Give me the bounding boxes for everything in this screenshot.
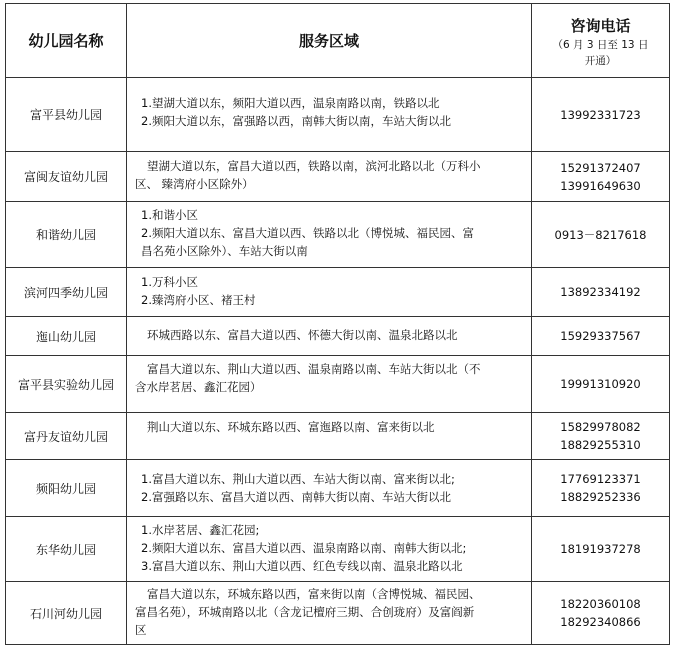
service-area-line: 富昌大道以东、荆山大道以西、温泉南路以南、车站大街以北（不	[147, 362, 481, 376]
service-area-line: 环城西路以东、富昌大道以西、怀德大街以南、温泉北路以北	[147, 328, 458, 342]
phone-cell	[532, 152, 670, 202]
service-area-line: 昌名苑小区除外）、车站大街以南	[141, 244, 308, 258]
table-row	[6, 317, 670, 356]
kindergarten-name: 富平县幼儿园	[6, 78, 127, 152]
kindergarten-name: 富平县实验幼儿园	[6, 356, 127, 413]
service-area-line: 2.富强路以东、富昌大道以西、南韩大街以南、车站大街以北	[141, 490, 451, 504]
kindergarten-name: 东华幼儿园	[6, 517, 127, 582]
service-area-line: 3.富昌大道以东、荆山大道以西、红色专线以南、温泉北路以北	[141, 559, 463, 573]
service-area	[127, 460, 532, 517]
service-area-line: 1.富昌大道以东、荆山大道以西、车站大街以南、富来街以北;	[141, 472, 455, 486]
phone-number: 18829252336	[560, 490, 641, 504]
phone-number: 18829255310	[560, 438, 641, 452]
table-row	[6, 582, 670, 645]
service-area-line: 1.和谐小区	[141, 208, 198, 222]
service-area-line: 区、 臻湾府小区除外）	[135, 177, 254, 191]
table-row	[6, 356, 670, 413]
service-area-line: 2.频阳大道以东、富昌大道以西、温泉南路以南、南韩大街以北;	[141, 541, 467, 555]
kindergarten-name: 富闽友谊幼儿园	[6, 152, 127, 202]
table-row	[6, 517, 670, 582]
service-area-line: 1.万科小区	[141, 275, 198, 289]
phone-cell	[532, 78, 670, 152]
service-area-line: 含水岸茗居、鑫汇花园）	[135, 380, 262, 394]
service-area	[127, 517, 532, 582]
service-area	[127, 413, 532, 460]
phone-number: 15291372407	[560, 160, 641, 175]
phone-number: 13991649630	[560, 178, 641, 193]
header-phone-cell	[532, 4, 670, 78]
header-phone-note-1: （6 月 3 日至 13 日	[552, 39, 649, 51]
service-area-line: 区	[135, 623, 147, 637]
phone-cell	[532, 268, 670, 317]
header-phone: 咨询电话	[570, 17, 631, 35]
table-row	[6, 268, 670, 317]
phone-number: 0913－8217618	[554, 227, 647, 242]
phone-cell	[532, 317, 670, 356]
table-row	[6, 152, 670, 202]
header-area: 服务区域	[127, 4, 532, 78]
phone-cell	[532, 582, 670, 645]
service-area	[127, 582, 532, 645]
kindergarten-name: 迤山幼儿园	[6, 317, 127, 356]
service-area-line: 荆山大道以东、环城东路以西、富迤路以南、富来街以北	[147, 420, 435, 434]
phone-number: 15829978082	[560, 420, 641, 434]
phone-number: 17769123371	[560, 472, 641, 486]
phone-cell	[532, 202, 670, 268]
service-area	[127, 152, 532, 202]
service-area	[127, 317, 532, 356]
kindergarten-name: 和谐幼儿园	[6, 202, 127, 268]
service-area-line: 富昌名苑），环城南路以北（含龙记檀府三期、合创珑府）及富阎新	[135, 605, 475, 619]
service-area	[127, 202, 532, 268]
header-phone-note-2: 开通）	[584, 55, 617, 67]
phone-number: 13892334192	[560, 285, 641, 299]
phone-number: 18292340866	[560, 615, 641, 629]
service-area-line: 望湖大道以东，富昌大道以西，铁路以南，滨河北路以北（万科小	[147, 159, 481, 173]
phone-cell	[532, 413, 670, 460]
phone-number: 13992331723	[560, 107, 641, 122]
kindergarten-name: 滨河四季幼儿园	[6, 268, 127, 317]
service-area	[127, 78, 532, 152]
table-row	[6, 78, 670, 152]
table-row	[6, 202, 670, 268]
phone-number: 19991310920	[560, 377, 641, 391]
table-row	[6, 460, 670, 517]
kindergarten-service-table	[5, 3, 670, 645]
phone-number: 15929337567	[560, 329, 641, 343]
table-header-row	[6, 4, 670, 78]
service-area-line: 2.频阳大道以东、富昌大道以西、铁路以北（博悦城、福民园、富	[141, 226, 474, 240]
phone-number: 18220360108	[560, 597, 641, 611]
service-area-line: 2.频阳大道以东，富强路以西，南韩大街以南，车站大街以北	[141, 114, 451, 128]
service-area-line: 1.水岸茗居、鑫汇花园;	[141, 523, 260, 537]
service-area	[127, 268, 532, 317]
phone-cell	[532, 356, 670, 413]
kindergarten-name: 富丹友谊幼儿园	[6, 413, 127, 460]
phone-number: 18191937278	[560, 542, 641, 556]
service-area-line: 2.臻湾府小区、褚王村	[141, 293, 256, 307]
header-name: 幼儿园名称	[6, 4, 127, 78]
service-area-line: 富昌大道以东，环城东路以西，富来街以南（含博悦城、福民园、	[147, 587, 481, 601]
kindergarten-name: 石川河幼儿园	[6, 582, 127, 645]
table-row	[6, 413, 670, 460]
phone-cell	[532, 517, 670, 582]
phone-cell	[532, 460, 670, 517]
service-area	[127, 356, 532, 413]
service-area-line: 1.望湖大道以东，频阳大道以西，温泉南路以南，铁路以北	[141, 96, 440, 110]
kindergarten-name: 频阳幼儿园	[6, 460, 127, 517]
